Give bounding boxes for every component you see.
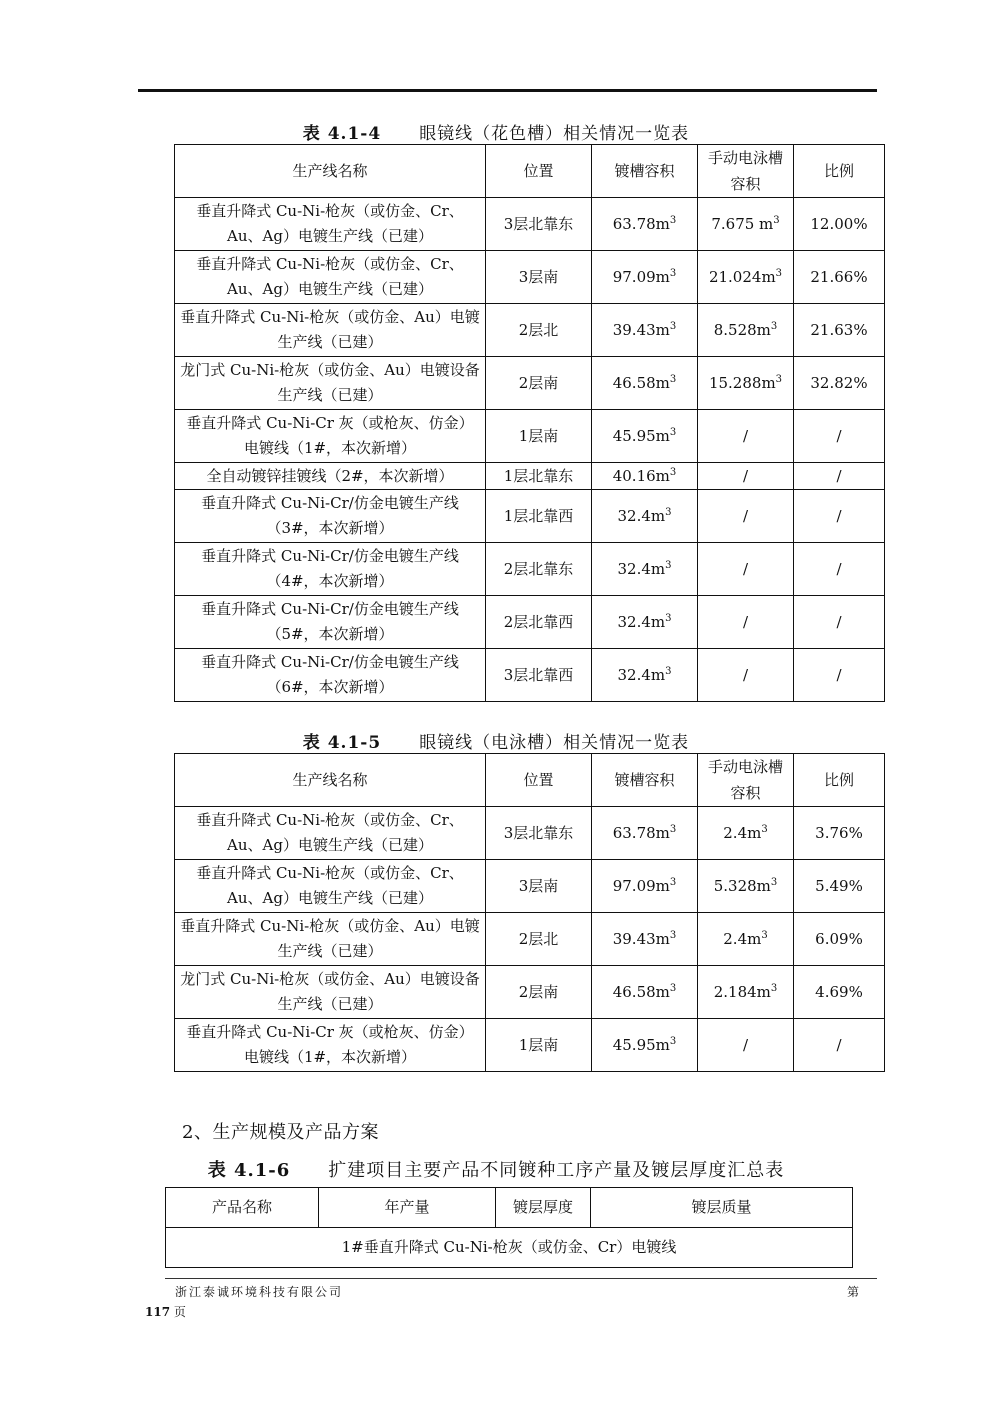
ratio-cell-text: / <box>836 1035 842 1054</box>
line-name-cell <box>175 198 486 251</box>
table-row <box>175 966 885 1019</box>
manual-volume-cell-text: / <box>742 612 749 631</box>
unit-exponent: 3 <box>775 373 783 385</box>
tank-volume-cell <box>592 463 698 490</box>
unit-exponent: 3 <box>669 982 677 994</box>
line-name-cell <box>175 304 486 357</box>
line-name-cell <box>175 463 486 490</box>
location-cell <box>486 410 592 463</box>
line-name-cell-text: 龙门式 Cu-Ni-枪灰（或仿金、Au）电镀设备生产线（已建） <box>180 970 480 1013</box>
ratio-cell-text: / <box>836 665 842 684</box>
manual-volume-cell <box>698 1019 794 1072</box>
footer-page-number <box>145 1303 186 1320</box>
tank-volume-cell-text: 32.4m <box>617 506 666 525</box>
line-name-cell <box>175 1019 486 1072</box>
header-rule <box>138 89 877 92</box>
header-cell: 生产线名称 <box>175 145 486 198</box>
manual-volume-cell-text: / <box>742 466 749 485</box>
location-cell <box>486 966 592 1019</box>
tank-volume-cell <box>592 860 698 913</box>
ratio-cell-text: / <box>836 506 842 525</box>
header-cell: 产品名称 <box>166 1188 319 1228</box>
unit-exponent: 3 <box>770 876 778 888</box>
ratio-cell-text: 3.76% <box>815 823 863 842</box>
ratio-cell <box>794 596 885 649</box>
location-cell <box>486 649 592 702</box>
unit-exponent: 3 <box>669 876 677 888</box>
ratio-cell-text: / <box>836 559 842 578</box>
location-cell <box>486 860 592 913</box>
footer-company: 浙江泰诚环境科技有限公司 <box>175 1285 344 1299</box>
tank-volume-cell <box>592 251 698 304</box>
location-cell <box>486 357 592 410</box>
ratio-cell <box>794 357 885 410</box>
location-cell-text: 1层北靠东 <box>503 466 574 485</box>
location-cell-text: 2层北靠西 <box>503 612 574 631</box>
tank-volume-cell-text: 46.58m <box>612 982 670 1001</box>
unit-exponent: 3 <box>665 506 672 518</box>
location-cell-text: 2层北 <box>518 320 559 339</box>
tank-volume-cell-text: 32.4m <box>617 665 666 684</box>
location-cell-text: 1层南 <box>518 426 559 445</box>
location-cell-text: 3层北靠西 <box>503 665 574 684</box>
table-416 <box>165 1187 853 1268</box>
location-cell <box>486 543 592 596</box>
table-row <box>175 807 885 860</box>
tank-volume-cell-text: 63.78m <box>612 214 670 233</box>
unit-exponent: 3 <box>773 214 780 226</box>
line-name-cell-text: 垂直升降式 Cu-Ni-枪灰（或仿金、Au）电镀生产线（已建） <box>180 917 480 960</box>
manual-volume-cell <box>698 596 794 649</box>
header-cell: 比例 <box>794 754 885 807</box>
ratio-cell-text: 32.82% <box>810 373 868 392</box>
manual-volume-cell-text: / <box>742 559 749 578</box>
location-cell-text: 2层北 <box>518 929 559 948</box>
line-name-cell-text: 垂直升降式 Cu-Ni-枪灰（或仿金、Cr、Au、Ag）电镀生产线（已建） <box>196 255 464 298</box>
line-name-cell-text: 垂直升降式 Cu-Ni-Cr/仿金电镀生产线（3#，本次新增） <box>201 494 459 537</box>
unit-exponent: 3 <box>770 982 778 994</box>
location-cell <box>486 913 592 966</box>
location-cell <box>486 596 592 649</box>
tank-volume-cell-text: 63.78m <box>612 823 670 842</box>
tank-volume-cell-text: 39.43m <box>612 929 670 948</box>
header-cell: 手动电泳槽容积 <box>698 145 794 198</box>
ratio-cell <box>794 198 885 251</box>
tank-volume-cell-text: 46.58m <box>612 373 670 392</box>
unit-exponent: 3 <box>669 320 677 332</box>
location-cell-text: 3层北靠东 <box>503 823 574 842</box>
tank-volume-cell <box>592 966 698 1019</box>
ratio-cell <box>794 649 885 702</box>
unit-exponent: 3 <box>665 559 672 571</box>
tank-volume-cell <box>592 410 698 463</box>
header-cell: 比例 <box>794 145 885 198</box>
span-row-cell: 1#垂直升降式 Cu-Ni-枪灰（或仿金、Cr）电镀线 <box>166 1228 853 1268</box>
tank-volume-cell <box>592 649 698 702</box>
line-name-cell <box>175 251 486 304</box>
location-cell <box>486 490 592 543</box>
unit-exponent: 3 <box>669 929 677 941</box>
tank-volume-cell <box>592 198 698 251</box>
manual-volume-cell <box>698 807 794 860</box>
ratio-cell-text: 12.00% <box>810 214 868 233</box>
manual-volume-cell-text: / <box>742 665 749 684</box>
line-name-cell <box>175 596 486 649</box>
table-416-caption <box>0 1156 992 1182</box>
tank-volume-cell-text: 97.09m <box>612 267 670 286</box>
header-cell: 位置 <box>486 145 592 198</box>
location-cell-text: 3层北靠东 <box>503 214 574 233</box>
line-name-cell-text: 垂直升降式 Cu-Ni-Cr/仿金电镀生产线（6#，本次新增） <box>201 653 459 696</box>
table-415-caption <box>0 728 992 753</box>
line-name-cell-text: 垂直升降式 Cu-Ni-枪灰（或仿金、Cr、Au、Ag）电镀生产线（已建） <box>196 202 464 245</box>
location-cell-text: 3层南 <box>518 267 559 286</box>
table-row <box>175 596 885 649</box>
ratio-cell-text: 5.49% <box>815 876 863 895</box>
footer-rule <box>165 1278 877 1279</box>
manual-volume-cell <box>698 463 794 490</box>
line-name-cell <box>175 913 486 966</box>
line-name-cell <box>175 410 486 463</box>
ratio-cell <box>794 304 885 357</box>
tank-volume-cell-text: 39.43m <box>612 320 670 339</box>
table-416-number: 表 4.1-6 <box>207 1160 291 1181</box>
table-row <box>175 410 885 463</box>
ratio-cell <box>794 807 885 860</box>
section-title: 2、生产规模及产品方案 <box>182 1122 379 1143</box>
ratio-cell-text: 6.09% <box>815 929 863 948</box>
line-name-cell <box>175 860 486 913</box>
ratio-cell <box>794 1019 885 1072</box>
line-name-cell-text: 垂直升降式 Cu-Ni-Cr/仿金电镀生产线（4#，本次新增） <box>201 547 459 590</box>
table-row <box>175 543 885 596</box>
manual-volume-cell-text: 8.528m <box>713 320 771 339</box>
table-row <box>175 357 885 410</box>
location-cell-text: 3层南 <box>518 876 559 895</box>
manual-volume-cell <box>698 357 794 410</box>
tank-volume-cell <box>592 596 698 649</box>
unit-exponent: 3 <box>665 665 672 677</box>
ratio-cell <box>794 966 885 1019</box>
location-cell <box>486 807 592 860</box>
tank-volume-cell <box>592 1019 698 1072</box>
line-name-cell-text: 全自动镀锌挂镀线（2#，本次新增） <box>206 466 454 485</box>
manual-volume-cell-text: / <box>742 426 749 445</box>
ratio-cell <box>794 251 885 304</box>
ratio-cell-text: / <box>836 466 842 485</box>
tank-volume-cell <box>592 357 698 410</box>
line-name-cell-text: 垂直升降式 Cu-Ni-枪灰（或仿金、Au）电镀生产线（已建） <box>180 308 480 351</box>
manual-volume-cell <box>698 198 794 251</box>
ratio-cell <box>794 913 885 966</box>
ratio-cell <box>794 490 885 543</box>
tank-volume-cell-text: 97.09m <box>612 876 670 895</box>
location-cell-text: 2层南 <box>518 373 559 392</box>
manual-volume-cell-text: 2.4m <box>723 823 762 842</box>
table-416-title: 扩建项目主要产品不同镀种工序产量及镀层厚度汇总表 <box>328 1160 785 1181</box>
table-row <box>175 913 885 966</box>
unit-exponent: 3 <box>669 373 677 385</box>
table-row <box>175 463 885 490</box>
unit-exponent: 3 <box>669 823 677 835</box>
location-cell <box>486 1019 592 1072</box>
tank-volume-cell-text: 32.4m <box>617 559 666 578</box>
ratio-cell-text: / <box>836 612 842 631</box>
manual-volume-cell-text: 2.4m <box>723 929 762 948</box>
ratio-cell <box>794 463 885 490</box>
unit-exponent: 3 <box>669 426 677 438</box>
unit-exponent: 3 <box>669 1035 677 1047</box>
line-name-cell <box>175 966 486 1019</box>
table-row <box>175 198 885 251</box>
line-name-cell <box>175 807 486 860</box>
line-name-cell-text: 垂直升降式 Cu-Ni-枪灰（或仿金、Cr、Au、Ag）电镀生产线（已建） <box>196 864 464 907</box>
unit-exponent: 3 <box>761 823 768 835</box>
ratio-cell-text: 21.63% <box>810 320 868 339</box>
line-name-cell-text: 垂直升降式 Cu-Ni-Cr/仿金电镀生产线（5#，本次新增） <box>201 600 459 643</box>
line-name-cell-text: 垂直升降式 Cu-Ni-枪灰（或仿金、Cr、Au、Ag）电镀生产线（已建） <box>196 811 464 854</box>
tank-volume-cell-text: 45.95m <box>612 1035 670 1054</box>
location-cell-text: 2层南 <box>518 982 559 1001</box>
line-name-cell <box>175 649 486 702</box>
line-name-cell <box>175 490 486 543</box>
manual-volume-cell <box>698 543 794 596</box>
table-414-title: 眼镜线（花色槽）相关情况一览表 <box>419 124 690 144</box>
page-unit: 页 <box>173 1305 186 1319</box>
line-name-cell-text: 垂直升降式 Cu-Ni-Cr 灰（或枪灰、仿金）电镀线（1#，本次新增） <box>186 414 474 457</box>
manual-volume-cell-text: / <box>742 506 749 525</box>
header-cell: 年产量 <box>319 1188 496 1228</box>
unit-exponent: 3 <box>669 267 677 279</box>
manual-volume-cell <box>698 251 794 304</box>
location-cell-text: 1层北靠西 <box>503 506 574 525</box>
unit-exponent: 3 <box>775 267 783 279</box>
line-name-cell <box>175 357 486 410</box>
unit-exponent: 3 <box>669 214 677 226</box>
page-number: 117 <box>145 1305 171 1319</box>
line-name-cell-text: 垂直升降式 Cu-Ni-Cr 灰（或枪灰、仿金）电镀线（1#，本次新增） <box>186 1023 474 1066</box>
tank-volume-cell-text: 40.16m <box>612 466 670 485</box>
manual-volume-cell <box>698 966 794 1019</box>
manual-volume-cell <box>698 490 794 543</box>
header-cell: 位置 <box>486 754 592 807</box>
location-cell-text: 1层南 <box>518 1035 559 1054</box>
header-cell: 镀层厚度 <box>496 1188 591 1228</box>
header-cell: 镀槽容积 <box>592 145 698 198</box>
table-row <box>175 860 885 913</box>
line-name-cell-text: 龙门式 Cu-Ni-枪灰（或仿金、Au）电镀设备生产线（已建） <box>180 361 480 404</box>
tank-volume-cell-text: 45.95m <box>612 426 670 445</box>
tank-volume-cell <box>592 807 698 860</box>
unit-exponent: 3 <box>669 466 677 478</box>
manual-volume-cell-text: 15.288m <box>708 373 776 392</box>
manual-volume-cell-text: 5.328m <box>713 876 771 895</box>
table-row <box>175 490 885 543</box>
table-415-title: 眼镜线（电泳槽）相关情况一览表 <box>419 733 690 753</box>
table-row <box>175 1019 885 1072</box>
manual-volume-cell-text: 21.024m <box>708 267 776 286</box>
tank-volume-cell <box>592 304 698 357</box>
header-cell: 镀层质量 <box>591 1188 853 1228</box>
ratio-cell <box>794 543 885 596</box>
table-414-caption <box>0 119 992 144</box>
table-row <box>175 304 885 357</box>
table-row <box>175 649 885 702</box>
ratio-cell-text: 21.66% <box>810 267 868 286</box>
manual-volume-cell <box>698 410 794 463</box>
ratio-cell-text: 4.69% <box>815 982 863 1001</box>
location-cell <box>486 251 592 304</box>
location-cell <box>486 198 592 251</box>
manual-volume-cell-text: / <box>742 1035 749 1054</box>
tank-volume-cell <box>592 913 698 966</box>
header-cell: 镀槽容积 <box>592 754 698 807</box>
table-415 <box>174 753 885 1072</box>
table-row <box>175 251 885 304</box>
location-cell-text: 2层北靠东 <box>503 559 574 578</box>
line-name-cell <box>175 543 486 596</box>
location-cell <box>486 304 592 357</box>
unit-exponent: 3 <box>761 929 768 941</box>
unit-exponent: 3 <box>665 612 672 624</box>
table-415-number: 表 4.1-5 <box>302 733 382 753</box>
manual-volume-cell <box>698 649 794 702</box>
tank-volume-cell-text: 32.4m <box>617 612 666 631</box>
header-cell: 手动电泳槽容积 <box>698 754 794 807</box>
unit-exponent: 3 <box>770 320 778 332</box>
footer-di: 第 <box>847 1285 860 1299</box>
manual-volume-cell <box>698 913 794 966</box>
location-cell <box>486 463 592 490</box>
manual-volume-cell <box>698 860 794 913</box>
header-cell: 生产线名称 <box>175 754 486 807</box>
ratio-cell <box>794 410 885 463</box>
table-414 <box>174 144 885 702</box>
table-414-number: 表 4.1-4 <box>302 124 382 144</box>
ratio-cell-text: / <box>836 426 842 445</box>
ratio-cell <box>794 860 885 913</box>
manual-volume-cell-text: 7.675 m <box>711 214 774 233</box>
tank-volume-cell <box>592 543 698 596</box>
manual-volume-cell-text: 2.184m <box>713 982 771 1001</box>
tank-volume-cell <box>592 490 698 543</box>
manual-volume-cell <box>698 304 794 357</box>
